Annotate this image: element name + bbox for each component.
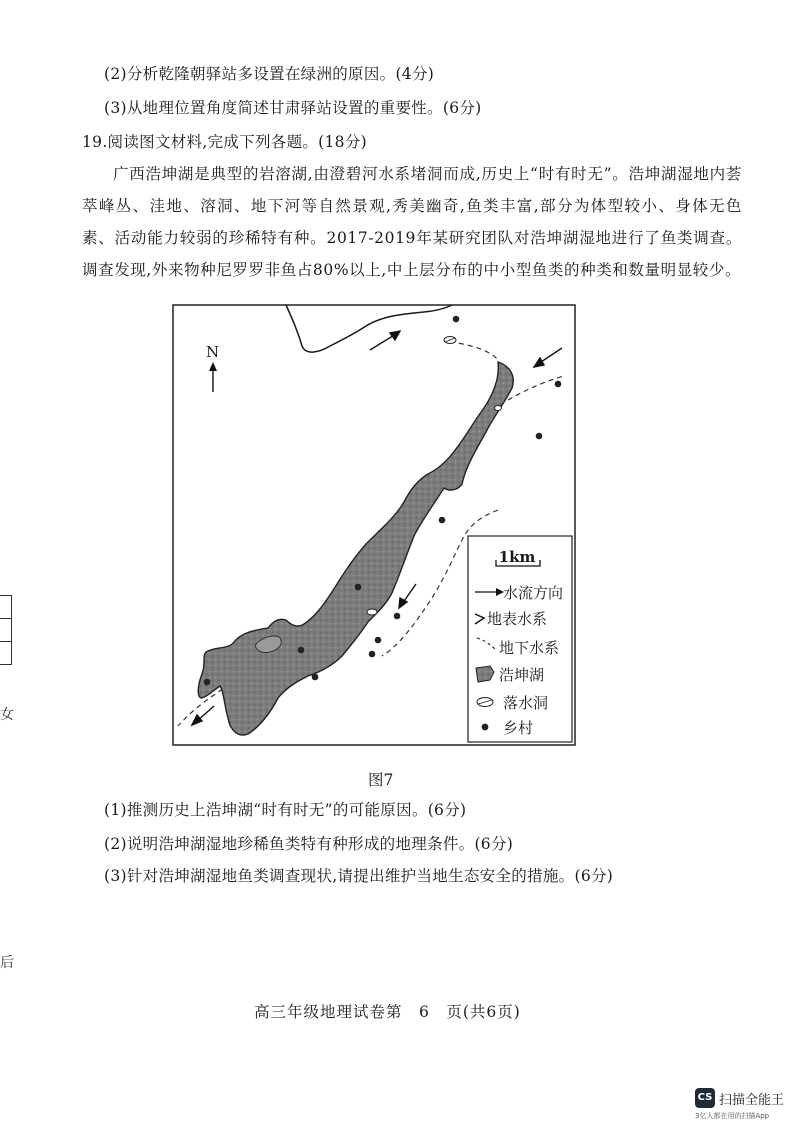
village-dot	[555, 381, 562, 388]
sinkhole-icon	[444, 337, 456, 344]
question-19-material: 广西浩坤湖是典型的岩溶湖,由澄碧河水系堵洞而成,历史上“时有时无”。浩坤湖湿地内荟萃峰丛、洼地、溶洞、地下河等自然景观,秀美幽奇,鱼类丰富,部分为体型较小、身体无色素、活动能力较弱的珍稀特有种。2017-2019年某研究团队对浩坤湖湿地进行了鱼类调查。调查发现,外来物种尼罗罗非鱼占80%以上,中上层分布的中小型鱼类的种类和数量明显较少。	[82, 165, 742, 279]
sinkhole-icon	[367, 609, 377, 615]
question-18-3: (3)从地理位置角度简述甘肃驿站设置的重要性。(6分)	[104, 99, 482, 117]
sinkhole-icon	[495, 406, 502, 411]
village-dot	[298, 647, 305, 654]
legend-label: 浩坤湖	[499, 666, 545, 684]
sinkhole-icon	[477, 698, 493, 707]
legend-label: 乡村	[503, 719, 534, 737]
village-dot-icon	[482, 724, 489, 731]
scanner-tagline: 3亿人都在用的扫描App	[695, 1112, 770, 1120]
north-label: N	[206, 343, 220, 361]
question-19-2: (2)说明浩坤湖湿地珍稀鱼类特有种形成的地理条件。(6分)	[104, 835, 514, 853]
scanner-app-name: 扫描全能王	[719, 1093, 785, 1108]
village-dot	[439, 517, 446, 524]
camscanner-logo-icon: CS	[695, 1088, 715, 1108]
village-dot	[394, 613, 401, 620]
question-18-2: (2)分析乾隆朝驿站多设置在绿洲的原因。(4分)	[104, 65, 435, 83]
question-19-1: (1)推测历史上浩坤湖“时有时无”的可能原因。(6分)	[104, 801, 467, 819]
left-edge-glyph: 后	[0, 955, 14, 971]
village-dot	[204, 679, 211, 686]
village-dot	[355, 584, 362, 591]
left-edge-glyph: 女	[0, 707, 14, 723]
left-edge-table-fragment	[0, 595, 12, 665]
village-dot	[453, 316, 460, 323]
legend-label: 地表水系	[487, 610, 548, 628]
question-19-3: (3)针对浩坤湖湿地鱼类调查现状,请提出维护当地生态安全的措施。(6分)	[104, 867, 614, 885]
legend-label: 水流方向	[503, 584, 564, 602]
scale-bar	[496, 548, 540, 566]
village-dot	[369, 651, 376, 658]
scanner-watermark	[695, 1085, 791, 1127]
village-dot	[536, 433, 543, 440]
scale-label: 1km	[498, 548, 536, 566]
question-19-header: 19.阅读图文材料,完成下列各题。(18分)	[82, 133, 367, 151]
figure-7-map	[172, 304, 576, 746]
legend-label: 地下水系	[499, 639, 560, 657]
map-legend	[468, 536, 572, 742]
page-footer: 高三年级地理试卷第 6 页(共6页)	[254, 1003, 521, 1021]
village-dot	[312, 674, 319, 681]
figure-caption: 图7	[368, 771, 394, 789]
village-dot	[375, 637, 382, 644]
legend-label: 落水洞	[503, 694, 549, 712]
